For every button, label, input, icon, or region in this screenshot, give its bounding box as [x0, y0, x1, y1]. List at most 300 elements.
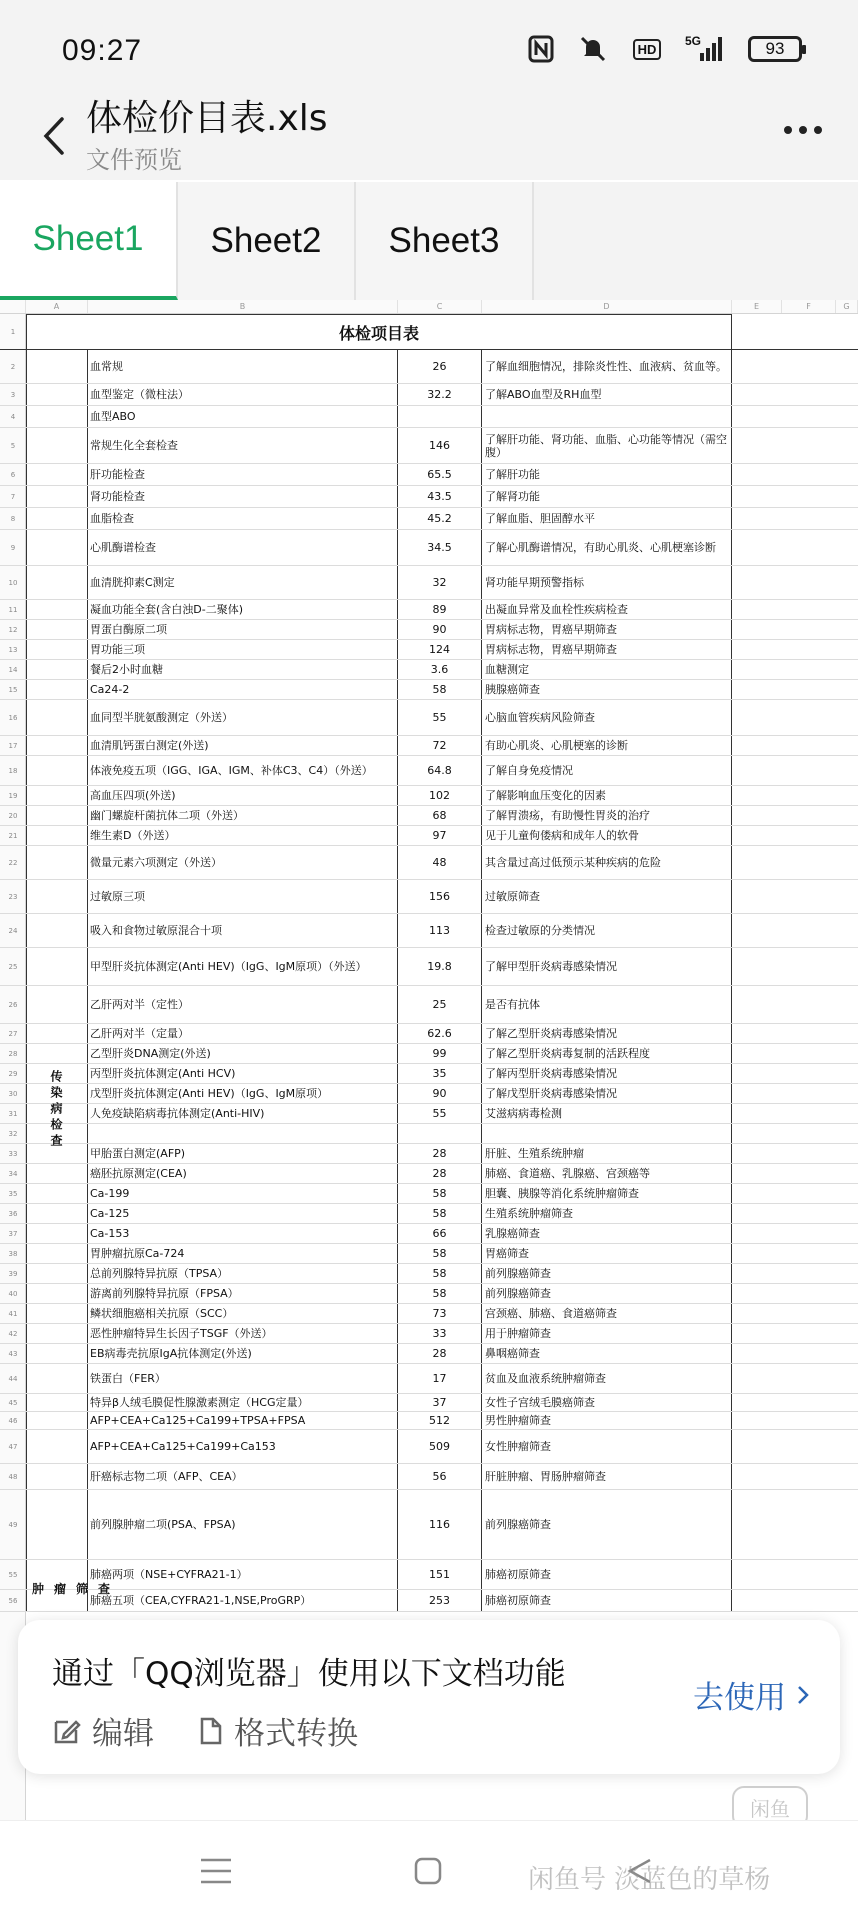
cell-description[interactable]: 了解乙型肝炎病毒复制的活跃程度 [482, 1044, 732, 1063]
cell-description[interactable]: 了解影响血压变化的因素 [482, 786, 732, 805]
cell-item[interactable]: 肺癌两项（NSE+CYFRA21-1） [88, 1560, 398, 1589]
cell-category[interactable] [26, 1184, 88, 1203]
table-row[interactable] [0, 786, 858, 806]
cell-empty[interactable] [732, 1084, 858, 1103]
cell-empty[interactable] [732, 660, 858, 679]
tab-sheet1[interactable]: Sheet1 [0, 182, 178, 300]
cell-empty[interactable] [732, 1364, 858, 1393]
cell-empty[interactable] [732, 1124, 858, 1143]
table-row[interactable] [0, 1412, 858, 1430]
cell-category[interactable] [26, 530, 88, 565]
cell-price[interactable]: 68 [398, 806, 482, 825]
cell-category[interactable] [26, 680, 88, 699]
cell-price[interactable]: 32.2 [398, 384, 482, 405]
cell-description[interactable]: 艾滋病病毒检测 [482, 1104, 732, 1123]
cell-item[interactable]: 常规生化全套检查 [88, 428, 398, 463]
cell-description[interactable]: 贫血及血液系统肿瘤筛查 [482, 1364, 732, 1393]
cell-description[interactable]: 肾功能早期预警指标 [482, 566, 732, 599]
cell-description[interactable]: 女性肿瘤筛查 [482, 1430, 732, 1463]
cell-empty[interactable] [732, 948, 858, 985]
cell-description[interactable]: 其含量过高过低预示某种疾病的危险 [482, 846, 732, 879]
table-row[interactable] [0, 1184, 858, 1204]
cell-empty[interactable] [732, 880, 858, 913]
cell-category[interactable] [26, 1304, 88, 1323]
cell-category[interactable] [26, 1430, 88, 1463]
cell-description[interactable]: 了解乙型肝炎病毒感染情况 [482, 1024, 732, 1043]
cell-category[interactable] [26, 1344, 88, 1363]
table-row[interactable] [0, 1394, 858, 1412]
cell-item[interactable]: 血清肌钙蛋白测定(外送) [88, 736, 398, 755]
cell-item[interactable]: 前列腺肿瘤二项(PSA、FPSA) [88, 1490, 398, 1559]
cell-description[interactable]: 了解ABO血型及RH血型 [482, 384, 732, 405]
cell-price[interactable]: 25 [398, 986, 482, 1023]
cell-category[interactable] [26, 700, 88, 735]
cell-empty[interactable] [732, 1024, 858, 1043]
cell-description[interactable]: 肺癌初原筛查 [482, 1590, 732, 1611]
table-row[interactable] [0, 1264, 858, 1284]
cell-price[interactable]: 90 [398, 1084, 482, 1103]
cell-item[interactable]: 游离前列腺特异抗原（FPSA） [88, 1284, 398, 1303]
cell-empty[interactable] [732, 406, 858, 427]
cell-category[interactable] [26, 566, 88, 599]
cell-empty[interactable] [732, 486, 858, 507]
cell-price[interactable]: 48 [398, 846, 482, 879]
cell-description[interactable]: 了解胃溃疡，有助慢性胃炎的治疗 [482, 806, 732, 825]
cell-price[interactable]: 26 [398, 350, 482, 383]
cell-item[interactable]: 癌胚抗原测定(CEA) [88, 1164, 398, 1183]
cell-empty[interactable] [732, 914, 858, 947]
cell-empty[interactable] [732, 1590, 858, 1611]
cell-item[interactable]: 甲型肝炎抗体测定(Anti HEV)（IgG、IgM原项）（外送） [88, 948, 398, 985]
cell-empty[interactable] [732, 1044, 858, 1063]
table-row[interactable] [0, 406, 858, 428]
cell-empty[interactable] [732, 566, 858, 599]
table-row[interactable] [0, 1084, 858, 1104]
spreadsheet-view[interactable] [0, 300, 858, 1820]
cell-description[interactable]: 了解肝功能 [482, 464, 732, 485]
cell-empty[interactable] [732, 428, 858, 463]
cell-price[interactable]: 509 [398, 1430, 482, 1463]
cell-item[interactable]: 吸入和食物过敏原混合十项 [88, 914, 398, 947]
cell-description[interactable]: 心脑血管疾病风险筛查 [482, 700, 732, 735]
table-row[interactable] [0, 530, 858, 566]
cell-price[interactable]: 33 [398, 1324, 482, 1343]
cell-description[interactable]: 检查过敏原的分类情况 [482, 914, 732, 947]
cell-price[interactable]: 146 [398, 428, 482, 463]
cell-item[interactable]: 过敏原三项 [88, 880, 398, 913]
cell-category[interactable] [26, 384, 88, 405]
nav-menu-button[interactable] [196, 1851, 236, 1891]
cell-item[interactable]: 凝血功能全套(含白浊D-二聚体) [88, 600, 398, 619]
cell-empty[interactable] [732, 1490, 858, 1559]
table-row[interactable] [0, 1224, 858, 1244]
cell-empty[interactable] [732, 464, 858, 485]
cell-item[interactable]: 血清胱抑素C测定 [88, 566, 398, 599]
cell-empty[interactable] [732, 826, 858, 845]
table-row[interactable] [0, 1164, 858, 1184]
table-row[interactable] [0, 1284, 858, 1304]
table-row[interactable] [0, 1324, 858, 1344]
cell-price[interactable]: 35 [398, 1064, 482, 1083]
table-row[interactable] [0, 1364, 858, 1394]
cell-description[interactable] [482, 1124, 732, 1143]
cell-empty[interactable] [732, 1224, 858, 1243]
cell-category[interactable] [26, 1204, 88, 1223]
table-row[interactable] [0, 986, 858, 1024]
table-row[interactable] [0, 680, 858, 700]
cell-item[interactable]: Ca-153 [88, 1224, 398, 1243]
cell-empty[interactable] [732, 1264, 858, 1283]
cell-category[interactable] [26, 880, 88, 913]
table-row[interactable] [0, 1560, 858, 1590]
table-row[interactable] [0, 600, 858, 620]
cell-category[interactable] [26, 508, 88, 529]
cell-description[interactable] [482, 406, 732, 427]
cell-description[interactable]: 前列腺癌筛查 [482, 1284, 732, 1303]
cell-empty[interactable] [732, 1164, 858, 1183]
table-row[interactable] [0, 1490, 858, 1560]
cell-empty[interactable] [732, 620, 858, 639]
cell-empty[interactable] [732, 846, 858, 879]
cell-price[interactable]: 3.6 [398, 660, 482, 679]
cell-description[interactable]: 胰腺癌筛查 [482, 680, 732, 699]
cell-item[interactable]: 心肌酶谱检查 [88, 530, 398, 565]
cell-empty[interactable] [732, 1412, 858, 1429]
table-row[interactable] [0, 428, 858, 464]
cell-price[interactable]: 124 [398, 640, 482, 659]
cell-item[interactable]: 胃蛋白酶原二项 [88, 620, 398, 639]
cell-item[interactable]: Ca24-2 [88, 680, 398, 699]
table-row[interactable] [0, 806, 858, 826]
cell-description[interactable]: 了解甲型肝炎病毒感染情况 [482, 948, 732, 985]
cell-category[interactable] [26, 1490, 88, 1559]
cell-description[interactable]: 乳腺癌筛查 [482, 1224, 732, 1243]
cell-category[interactable] [26, 1412, 88, 1429]
cell-description[interactable]: 前列腺癌筛查 [482, 1264, 732, 1283]
cell-price[interactable]: 28 [398, 1164, 482, 1183]
cell-description[interactable]: 用于肿瘤筛查 [482, 1324, 732, 1343]
table-row[interactable] [0, 660, 858, 680]
cell-item[interactable]: 铁蛋白（FER） [88, 1364, 398, 1393]
cell-price[interactable]: 45.2 [398, 508, 482, 529]
table-row[interactable] [0, 1430, 858, 1464]
cell-price[interactable]: 17 [398, 1364, 482, 1393]
table-row[interactable] [0, 620, 858, 640]
cell-category[interactable] [26, 1024, 88, 1043]
cell-item[interactable]: 体液免疫五项（IGG、IGA、IGM、补体C3、C4）（外送） [88, 756, 398, 785]
cell-item[interactable]: 血型ABO [88, 406, 398, 427]
cell-empty[interactable] [732, 1244, 858, 1263]
table-row[interactable] [0, 880, 858, 914]
cell-price[interactable]: 56 [398, 1464, 482, 1489]
format-convert-button[interactable] [198, 1708, 358, 1753]
table-row[interactable] [0, 1344, 858, 1364]
cell-price[interactable]: 62.6 [398, 1024, 482, 1043]
cell-category[interactable] [26, 428, 88, 463]
cell-item[interactable]: Ca-125 [88, 1204, 398, 1223]
cell-empty[interactable] [732, 1104, 858, 1123]
table-row[interactable] [0, 1144, 858, 1164]
cell-description[interactable]: 了解心肌酶谱情况，有助心肌炎、心肌梗塞诊断 [482, 530, 732, 565]
cell-description[interactable]: 了解丙型肝炎病毒感染情况 [482, 1064, 732, 1083]
cell-empty[interactable] [732, 1204, 858, 1223]
cell-price[interactable]: 58 [398, 1244, 482, 1263]
go-use-button[interactable] [693, 1672, 810, 1717]
cell-empty[interactable] [732, 806, 858, 825]
cell-price[interactable]: 90 [398, 620, 482, 639]
cell-description[interactable]: 了解血脂、胆固醇水平 [482, 508, 732, 529]
cell-item[interactable]: 高血压四项(外送) [88, 786, 398, 805]
cell-price[interactable]: 58 [398, 1204, 482, 1223]
cell-category[interactable] [26, 1164, 88, 1183]
cell-category[interactable] [26, 464, 88, 485]
cell-description[interactable]: 了解戊型肝炎病毒感染情况 [482, 1084, 732, 1103]
table-row[interactable] [0, 1590, 858, 1612]
cell-empty[interactable] [732, 508, 858, 529]
tab-sheet2[interactable]: Sheet2 [178, 182, 356, 300]
cell-item[interactable]: 乙肝两对半（定量） [88, 1024, 398, 1043]
cell-empty[interactable] [732, 1464, 858, 1489]
cell-empty[interactable] [732, 700, 858, 735]
cell-item[interactable]: 肝功能检查 [88, 464, 398, 485]
cell-empty[interactable] [732, 786, 858, 805]
cell-description[interactable]: 血糖测定 [482, 660, 732, 679]
cell-category[interactable] [26, 660, 88, 679]
cell-item[interactable]: 丙型肝炎抗体测定(Anti HCV) [88, 1064, 398, 1083]
cell-item[interactable]: 维生素D（外送） [88, 826, 398, 845]
cell-category[interactable] [26, 1464, 88, 1489]
table-row[interactable] [0, 566, 858, 600]
cell-category[interactable] [26, 600, 88, 619]
cell-item[interactable]: 肾功能检查 [88, 486, 398, 507]
cell-description[interactable]: 胆囊、胰腺等消化系统肿瘤筛查 [482, 1184, 732, 1203]
cell-item[interactable]: 人免疫缺陷病毒抗体测定(Anti-HIV) [88, 1104, 398, 1123]
cell-item[interactable]: 胃肿瘤抗原Ca-724 [88, 1244, 398, 1263]
cell-category[interactable] [26, 406, 88, 427]
cell-item[interactable]: 特异β人绒毛膜促性腺激素测定（HCG定量） [88, 1394, 398, 1411]
table-row[interactable] [0, 948, 858, 986]
cell-category[interactable] [26, 914, 88, 947]
cell-description[interactable]: 胃癌筛查 [482, 1244, 732, 1263]
cell-item[interactable]: EB病毒壳抗原IgA抗体测定(外送) [88, 1344, 398, 1363]
table-row[interactable] [0, 1304, 858, 1324]
cell-item[interactable]: 血脂检查 [88, 508, 398, 529]
cell-price[interactable]: 34.5 [398, 530, 482, 565]
cell-category[interactable] [26, 1364, 88, 1393]
cell-description[interactable]: 了解肾功能 [482, 486, 732, 507]
cell-item[interactable]: 肺癌五项（CEA,CYFRA21-1,NSE,ProGRP） [88, 1590, 398, 1611]
cell-item[interactable]: 恶性肿瘤特异生长因子TSGF（外送） [88, 1324, 398, 1343]
cell-description[interactable]: 出凝血异常及血栓性疾病检查 [482, 600, 732, 619]
nav-home-button[interactable] [408, 1851, 448, 1891]
more-options-button[interactable] [778, 110, 828, 150]
cell-description[interactable]: 肝脏肿瘤、胃肠肿瘤筛查 [482, 1464, 732, 1489]
cell-description[interactable]: 见于儿童佝偻病和成年人的软骨 [482, 826, 732, 845]
cell-item[interactable]: 血同型半胱氨酸测定（外送） [88, 700, 398, 735]
cell-description[interactable]: 了解自身免疫情况 [482, 756, 732, 785]
cell-category[interactable] [26, 826, 88, 845]
cell-empty[interactable] [732, 756, 858, 785]
cell-category[interactable] [26, 350, 88, 383]
cell-price[interactable]: 58 [398, 1284, 482, 1303]
cell-category[interactable] [26, 948, 88, 985]
cell-item[interactable]: 总前列腺特异抗原（TPSA） [88, 1264, 398, 1283]
cell-description[interactable]: 过敏原筛查 [482, 880, 732, 913]
table-row[interactable] [0, 384, 858, 406]
cell-price[interactable]: 55 [398, 700, 482, 735]
cell-category[interactable] [26, 756, 88, 785]
cell-price[interactable]: 102 [398, 786, 482, 805]
table-row[interactable] [0, 464, 858, 486]
table-row[interactable] [0, 350, 858, 384]
table-row[interactable] [0, 1124, 858, 1144]
cell-empty[interactable] [732, 384, 858, 405]
cell-category[interactable] [26, 640, 88, 659]
cell-item[interactable]: AFP+CEA+Ca125+Ca199+Ca153 [88, 1430, 398, 1463]
cell-empty[interactable] [732, 1560, 858, 1589]
table-row[interactable] [0, 1104, 858, 1124]
table-row[interactable] [0, 736, 858, 756]
cell-item[interactable]: 胃功能三项 [88, 640, 398, 659]
cell-category[interactable] [26, 486, 88, 507]
cell-empty[interactable] [732, 1064, 858, 1083]
cell-empty[interactable] [732, 640, 858, 659]
cell-category[interactable] [26, 1284, 88, 1303]
table-row[interactable] [0, 700, 858, 736]
cell-price[interactable]: 32 [398, 566, 482, 599]
cell-description[interactable]: 肺癌初原筛查 [482, 1560, 732, 1589]
table-row[interactable] [0, 1204, 858, 1224]
cell-price[interactable]: 151 [398, 1560, 482, 1589]
cell-price[interactable]: 99 [398, 1044, 482, 1063]
cell-category[interactable] [26, 846, 88, 879]
cell-description[interactable]: 肝脏、生殖系统肿瘤 [482, 1144, 732, 1163]
cell-description[interactable]: 鼻咽癌筛查 [482, 1344, 732, 1363]
table-row[interactable] [0, 486, 858, 508]
table-row[interactable] [0, 1064, 858, 1084]
cell-item[interactable]: 餐后2小时血糖 [88, 660, 398, 679]
cell-description[interactable]: 胃病标志物，胃癌早期筛查 [482, 640, 732, 659]
cell-empty[interactable] [732, 1304, 858, 1323]
cell-description[interactable]: 有助心肌炎、心肌梗塞的诊断 [482, 736, 732, 755]
cell-price[interactable]: 55 [398, 1104, 482, 1123]
cell-price[interactable]: 73 [398, 1304, 482, 1323]
cell-price[interactable]: 253 [398, 1590, 482, 1611]
cell-category[interactable] [26, 1224, 88, 1243]
cell-description[interactable]: 是否有抗体 [482, 986, 732, 1023]
cell-price[interactable]: 156 [398, 880, 482, 913]
cell-item[interactable]: Ca-199 [88, 1184, 398, 1203]
cell-category[interactable] [26, 1324, 88, 1343]
cell-item[interactable]: 鳞状细胞癌相关抗原（SCC） [88, 1304, 398, 1323]
cell-price[interactable]: 58 [398, 1264, 482, 1283]
table-row[interactable] [0, 914, 858, 948]
cell-price[interactable]: 19.8 [398, 948, 482, 985]
cell-category[interactable] [26, 1044, 88, 1063]
cell-description[interactable]: 了解血细胞情况，排除炎性性、血液病、贫血等。 [482, 350, 732, 383]
cell-price[interactable]: 43.5 [398, 486, 482, 507]
cell-category[interactable] [26, 786, 88, 805]
cell-price[interactable]: 58 [398, 680, 482, 699]
cell-empty[interactable] [732, 1430, 858, 1463]
cell-price[interactable]: 64.8 [398, 756, 482, 785]
table-row[interactable] [0, 508, 858, 530]
cell-item[interactable]: 血型鉴定（微柱法） [88, 384, 398, 405]
cell-category[interactable] [26, 1264, 88, 1283]
cell-description[interactable]: 女性子宫绒毛膜癌筛查 [482, 1394, 732, 1411]
table-row[interactable] [0, 826, 858, 846]
cell-item[interactable]: 肝癌标志物二项（AFP、CEA） [88, 1464, 398, 1489]
cell-price[interactable] [398, 1124, 482, 1143]
cell-description[interactable]: 宫颈癌、肺癌、食道癌筛查 [482, 1304, 732, 1323]
cell-price[interactable]: 28 [398, 1144, 482, 1163]
cell-item[interactable]: 甲胎蛋白测定(AFP) [88, 1144, 398, 1163]
cell-description[interactable]: 了解肝功能、肾功能、血脂、心功能等情况（需空腹） [482, 428, 732, 463]
cell-category[interactable] [26, 1394, 88, 1411]
back-button[interactable] [24, 104, 84, 168]
cell-empty[interactable] [732, 1394, 858, 1411]
cell-category[interactable] [26, 736, 88, 755]
table-row[interactable] [0, 640, 858, 660]
cell-item[interactable]: 幽门螺旋杆菌抗体二项（外送） [88, 806, 398, 825]
cell-item[interactable]: 戊型肝炎抗体测定(Anti HEV)（IgG、IgM原项） [88, 1084, 398, 1103]
cell-description[interactable]: 生殖系统肿瘤筛查 [482, 1204, 732, 1223]
cell-price[interactable]: 116 [398, 1490, 482, 1559]
cell-category[interactable] [26, 986, 88, 1023]
cell-category[interactable] [26, 620, 88, 639]
table-row[interactable] [0, 1044, 858, 1064]
table-row[interactable] [0, 1024, 858, 1044]
cell-price[interactable] [398, 406, 482, 427]
cell-description[interactable]: 男性肿瘤筛查 [482, 1412, 732, 1429]
cell-category[interactable] [26, 1244, 88, 1263]
cell-price[interactable]: 512 [398, 1412, 482, 1429]
cell-empty[interactable] [732, 1144, 858, 1163]
cell-item[interactable]: AFP+CEA+Ca125+Ca199+TPSA+FPSA [88, 1412, 398, 1429]
cell-price[interactable]: 58 [398, 1184, 482, 1203]
table-row[interactable] [0, 1464, 858, 1490]
cell-description[interactable]: 肺癌、食道癌、乳腺癌、宫颈癌等 [482, 1164, 732, 1183]
cell-item[interactable]: 血常规 [88, 350, 398, 383]
cell-category[interactable] [26, 806, 88, 825]
cell-empty[interactable] [732, 1284, 858, 1303]
tab-sheet3[interactable]: Sheet3 [356, 182, 534, 300]
cell-price[interactable]: 89 [398, 600, 482, 619]
cell-price[interactable]: 72 [398, 736, 482, 755]
cell-item[interactable]: 乙型肝炎DNA测定(外送) [88, 1044, 398, 1063]
cell-empty[interactable] [732, 1344, 858, 1363]
cell-description[interactable]: 前列腺癌筛查 [482, 1490, 732, 1559]
table-row[interactable] [0, 1244, 858, 1264]
cell-empty[interactable] [732, 530, 858, 565]
cell-empty[interactable] [732, 680, 858, 699]
cell-item[interactable]: 乙肝两对半（定性） [88, 986, 398, 1023]
cell-empty[interactable] [732, 1324, 858, 1343]
cell-empty[interactable] [732, 600, 858, 619]
cell-empty[interactable] [732, 1184, 858, 1203]
cell-price[interactable]: 37 [398, 1394, 482, 1411]
cell-empty[interactable] [732, 350, 858, 383]
cell-item[interactable]: 微量元素六项测定（外送） [88, 846, 398, 879]
cell-price[interactable]: 65.5 [398, 464, 482, 485]
table-row[interactable] [0, 756, 858, 786]
cell-price[interactable]: 66 [398, 1224, 482, 1243]
cell-item[interactable] [88, 1124, 398, 1143]
table-row[interactable] [0, 846, 858, 880]
cell-description[interactable]: 胃病标志物，胃癌早期筛查 [482, 620, 732, 639]
cell-price[interactable]: 113 [398, 914, 482, 947]
cell-price[interactable]: 97 [398, 826, 482, 845]
